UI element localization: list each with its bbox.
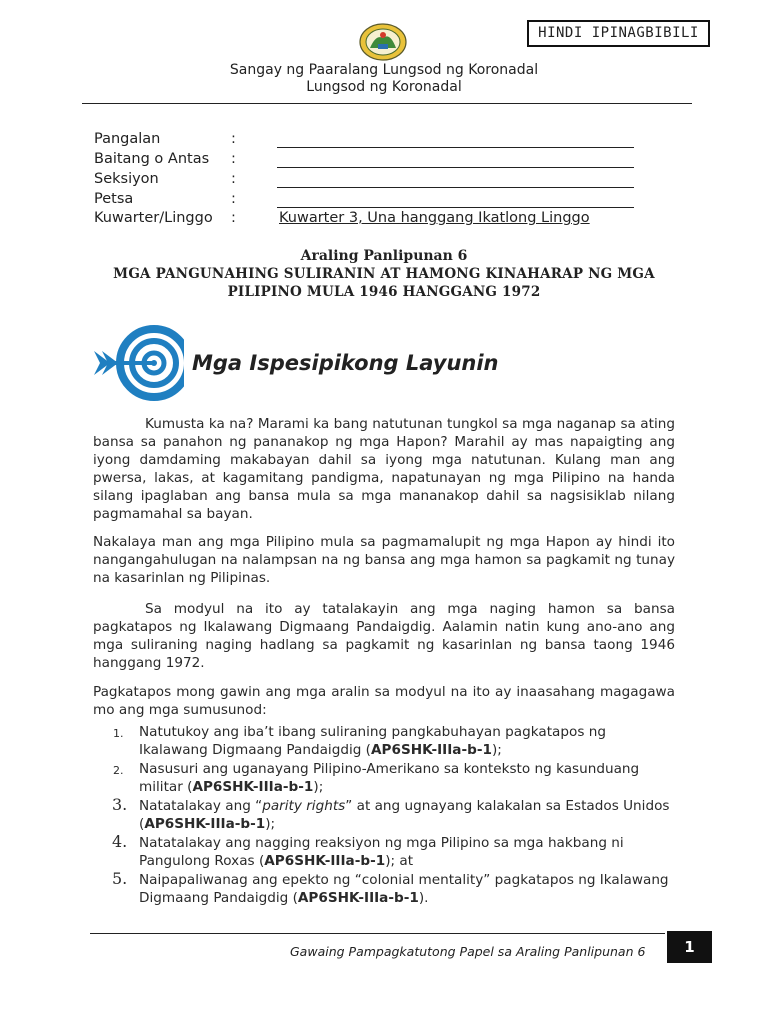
quarter-week-value: Kuwarter 3, Una hanggang Ikatlong Linggo bbox=[279, 210, 590, 226]
list-item: 4. Natatalakay ang nagging reaksiyon ng mga Pilipino sa mga hakbang ni Pangulong Roxas (AP6SHK-IIIa-b-1); at bbox=[112, 832, 624, 869]
list-number: 1. bbox=[113, 727, 124, 740]
form-colon: : bbox=[231, 191, 236, 207]
form-colon: : bbox=[231, 171, 236, 187]
list-number: 5. bbox=[112, 869, 128, 888]
list-number: 4. bbox=[112, 832, 128, 851]
list-number: 2. bbox=[113, 764, 124, 777]
form-colon: : bbox=[231, 210, 236, 226]
list-item: 5. Naipapaliwanag ang epekto ng “colonial mentality” pagkatapos ng Ikalawang Digmaang Pandaigdig (AP6SHK-IIIa-b-1). bbox=[112, 869, 669, 906]
grade-field[interactable] bbox=[277, 167, 634, 168]
form-colon: : bbox=[231, 131, 236, 147]
list-item: 1. Natutukoy ang iba’t ibang suliraning pangkabuhayan pagkatapos ng Ikalawang Digmaang Pandaigdig (AP6SHK-IIIa-b-1); bbox=[113, 724, 606, 758]
stamp-text: HINDI IPINAGBIBILI bbox=[538, 25, 699, 41]
header-divider bbox=[82, 103, 692, 104]
liberation-paragraph: Nakalaya man ang mga Pilipino mula sa pagmamalupit ng mga Hapon ay hindi ito nangangahulugan na nalampsan na ng bansa ang mga hamon sa pagkamit ng tunay na kasarinlan ng Pilipinas. bbox=[93, 534, 675, 586]
list-item: 3. Natatalakay ang “parity rights” at ang ugnayang kalakalan sa Estados Unidos (AP6SHK-IIIa-b-1); bbox=[112, 795, 670, 832]
form-label: Pangalan bbox=[94, 131, 161, 147]
section-field[interactable] bbox=[277, 187, 634, 188]
not-for-sale-stamp bbox=[527, 20, 710, 47]
footer-divider bbox=[90, 933, 665, 934]
form-label: Baitang o Antas bbox=[94, 151, 210, 167]
name-field[interactable] bbox=[277, 147, 634, 148]
intro-paragraph: Kumusta ka na? Marami ka bang natutunan tungkol sa mga naganap sa ating bansa sa panahon ng pananakop ng mga Hapon? Marahil ay mas napaigting ang iyong damdaming makabayan dahil sa iyong mga natutunan. Kulang man ang pwersa, lakas, at kagamitang pandigma, napatunayan ng mga Pilipino na handa silang ipaglaban ang bansa mula sa mga mananakop dahil sa nagsisiklab nilang pagmamahal sa bayan. bbox=[93, 416, 675, 522]
division-name: Sangay ng Paaralang Lungsod ng Koronadal bbox=[229, 62, 539, 78]
list-number: 3. bbox=[112, 795, 128, 814]
subject-title: Araling Panlipunan 6 bbox=[300, 248, 468, 264]
form-label: Seksiyon bbox=[94, 171, 159, 187]
expectation-paragraph: Pagkatapos mong gawin ang mga aralin sa modyul na ito ay inaasahang magagawa mo ang mga sumusunod: bbox=[93, 684, 675, 718]
module-scope-paragraph: Sa modyul na ito ay tatalakayin ang mga naging hamon sa bansa pagkatapos ng Ikalawang Digmaang Pandaigdig. Aalamin natin kung ano-ano ang mga suliraning naging hadlang sa pagkamit ng kasarinlan ng bansa taong 1946 hanggang 1972. bbox=[93, 601, 675, 671]
school-division-seal-icon bbox=[358, 22, 408, 62]
form-colon: : bbox=[231, 151, 236, 167]
date-field[interactable] bbox=[277, 207, 634, 208]
objectives-heading: Mga Ispesipikong Layunin bbox=[192, 351, 499, 375]
objectives-list bbox=[93, 724, 673, 909]
footer-text: Gawaing Pampagkatutong Papel sa Araling Panlipunan 6 bbox=[290, 944, 646, 959]
form-label: Petsa bbox=[94, 191, 134, 207]
list-item: 2. Nasusuri ang uganayang Pilipino-Amerikano sa konteksto ng kasunduang militar (AP6SHK-IIIa-b-1); bbox=[113, 761, 640, 795]
form-label: Kuwarter/Linggo bbox=[94, 210, 213, 226]
target-arrow-icon bbox=[92, 323, 184, 403]
city-name: Lungsod ng Koronadal bbox=[306, 79, 462, 95]
module-title-line1: MGA PANGUNAHING SULIRANIN AT HAMONG KINAHARAP NG MGA bbox=[113, 266, 655, 282]
page-number: 1 bbox=[667, 931, 712, 963]
module-title-line2: PILIPINO MULA 1946 HANGGANG 1972 bbox=[227, 284, 541, 300]
